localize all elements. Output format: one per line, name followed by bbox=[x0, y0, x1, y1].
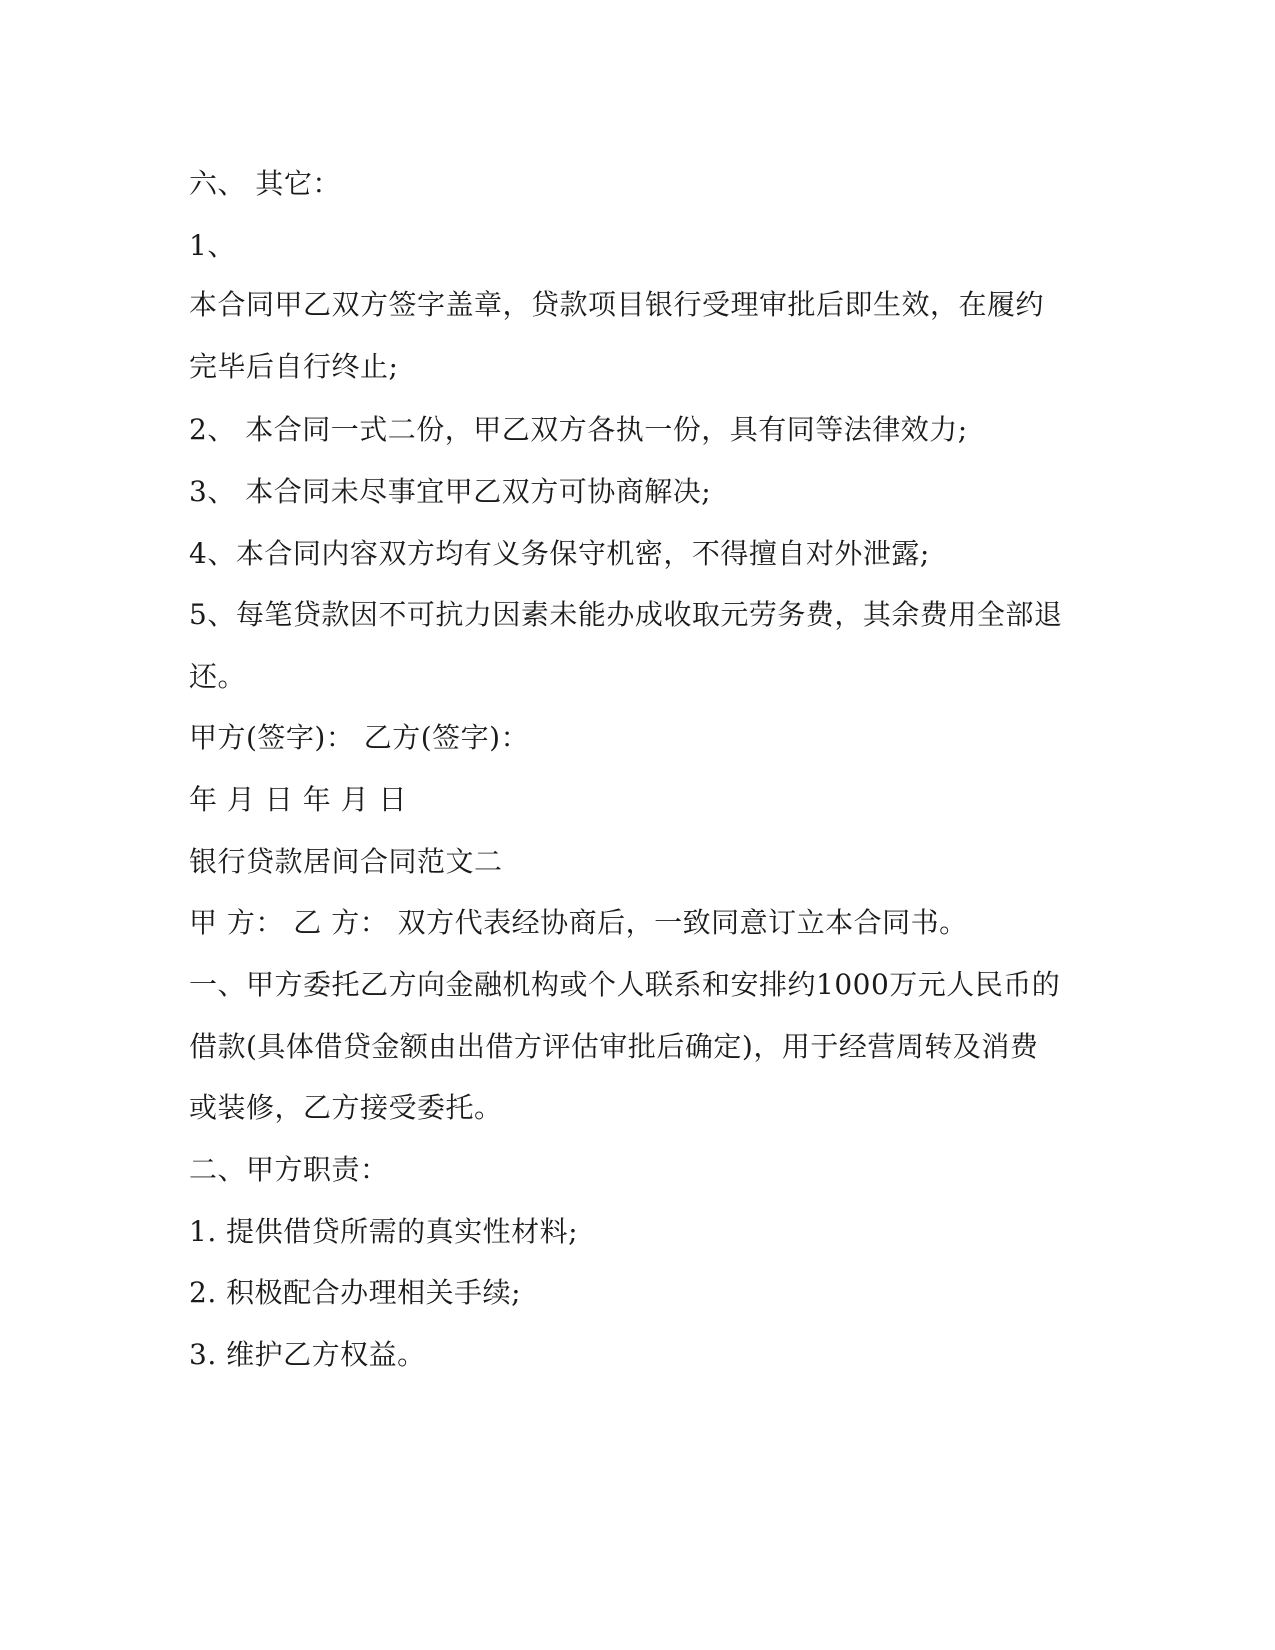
clause-1-text-line-2: 完毕后自行终止; bbox=[189, 350, 399, 383]
clause-5-line-1: 5、每笔贷款因不可抗力因素未能办成收取元劳务费，其余费用全部退 bbox=[189, 598, 1063, 631]
clause-4: 4、本合同内容双方均有义务保守机密，不得擅自对外泄露; bbox=[189, 537, 930, 570]
section-heading-other: 六、 其它： bbox=[189, 167, 341, 200]
section-title-sample-two: 银行贷款居间合同范文二 bbox=[189, 845, 503, 878]
clause-5-line-2: 还。 bbox=[189, 660, 247, 693]
article-1-line-2: 借款(具体借贷金额由出借方评估审批后确定)，用于经营周转及消费 bbox=[189, 1030, 1039, 1063]
clause-2: 2、 本合同一式二份，甲乙双方各执一份，具有同等法律效力; bbox=[189, 413, 968, 446]
article-2-item-1: 1. 提供借贷所需的真实性材料; bbox=[189, 1215, 579, 1248]
article-1-line-3: 或装修，乙方接受委托。 bbox=[189, 1091, 503, 1124]
article-2-item-3: 3. 维护乙方权益。 bbox=[189, 1338, 426, 1371]
clause-1-text-line-1: 本合同甲乙双方签字盖章，贷款项目银行受理审批后即生效，在履约 bbox=[189, 288, 1045, 321]
article-2-item-2: 2. 积极配合办理相关手续; bbox=[189, 1276, 522, 1309]
clause-3: 3、 本合同未尽事宜甲乙双方可协商解决; bbox=[189, 475, 712, 508]
article-1-line-1: 一、甲方委托乙方向金融机构或个人联系和安排约1000万元人民币的 bbox=[189, 968, 1061, 1001]
date-line: 年 月 日 年 月 日 bbox=[189, 783, 408, 816]
clause-1-number: 1、 bbox=[189, 229, 236, 262]
signature-line: 甲方(签字)： 乙方(签字)： bbox=[189, 721, 530, 754]
parties-line: 甲 方： 乙 方： 双方代表经协商后，一致同意订立本合同书。 bbox=[189, 906, 968, 939]
article-2-heading: 二、甲方职责： bbox=[189, 1153, 389, 1186]
